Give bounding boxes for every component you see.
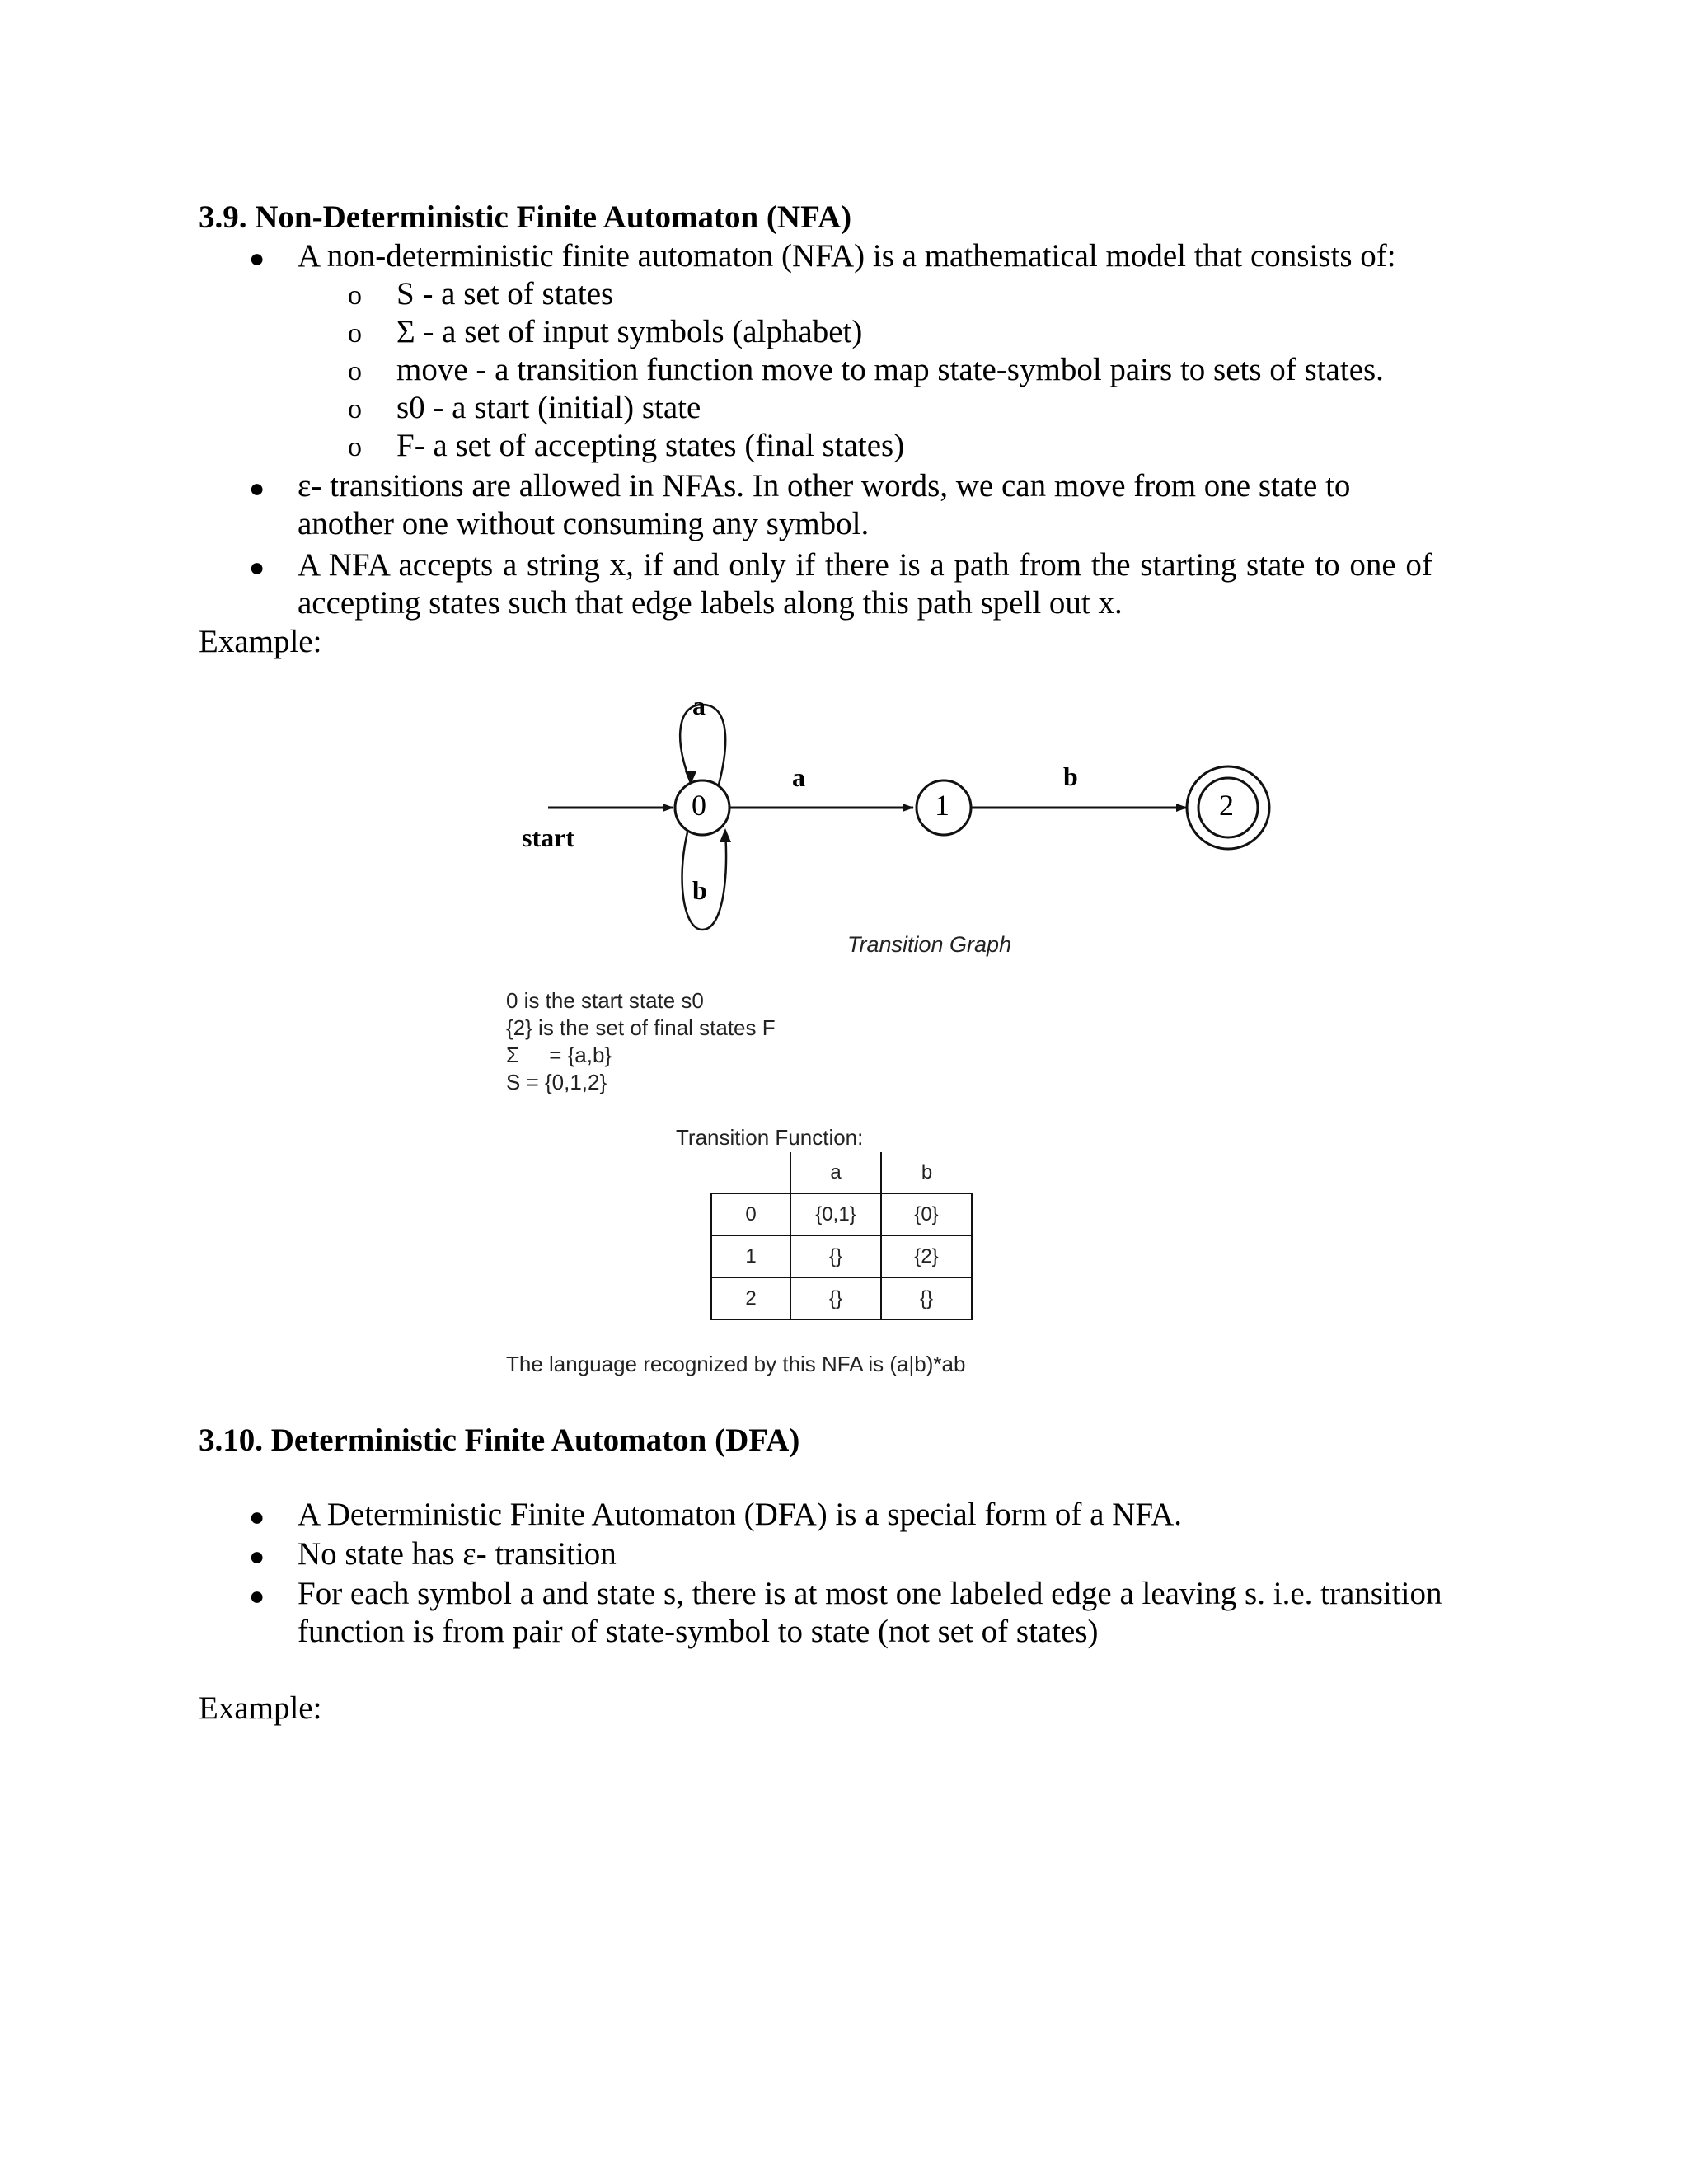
sub-bullet-marker: o bbox=[348, 318, 362, 349]
table-row-header: 0 bbox=[711, 1193, 790, 1235]
fact-alphabet: Σ = {a,b} bbox=[506, 1043, 612, 1067]
loop-label-b: b bbox=[692, 875, 707, 905]
table-header-row bbox=[711, 1152, 972, 1193]
table-row-header: 2 bbox=[711, 1277, 790, 1319]
nfa-bullet-3: A NFA accepts a string x, if and only if there is a path from the starting state to one of bbox=[298, 547, 1432, 583]
bullet-marker: ● bbox=[249, 1541, 265, 1571]
nfa-bullet-2-cont: another one without consuming any symbol. bbox=[298, 506, 870, 541]
sub-bullet-states: S - a set of states bbox=[396, 276, 614, 312]
sub-bullet-start-state: s0 - a start (initial) state bbox=[396, 390, 701, 425]
bullet-marker: ● bbox=[249, 1581, 265, 1610]
state-1-label: 1 bbox=[935, 789, 950, 822]
transition-table bbox=[710, 1152, 973, 1320]
fact-start-state: 0 is the start state s0 bbox=[506, 988, 704, 1013]
sub-bullet-marker: o bbox=[348, 356, 362, 387]
dfa-bullet-1: A Deterministic Finite Automaton (DFA) is a special form of a NFA. bbox=[298, 1497, 1183, 1532]
start-label: start bbox=[522, 823, 574, 852]
dfa-bullet-3-cont: function is from pair of state-symbol to state (not set of states) bbox=[298, 1614, 1099, 1649]
sub-bullet-marker: o bbox=[348, 280, 362, 311]
table-cell: {0} bbox=[881, 1193, 972, 1235]
bullet-marker: ● bbox=[249, 473, 265, 503]
dfa-bullet-3: For each symbol a and state s, there is at most one labeled edge a leaving s. i.e. transition bbox=[298, 1576, 1442, 1611]
nfa-bullet-1: A non-deterministic finite automaton (NFA) is a mathematical model that consists of: bbox=[298, 238, 1396, 274]
table-cell: {} bbox=[881, 1277, 972, 1319]
nfa-bullet-3-cont: accepting states such that edge labels along this path spell out x. bbox=[298, 585, 1123, 621]
sub-bullet-marker: o bbox=[348, 432, 362, 462]
bullet-marker: ● bbox=[249, 243, 265, 273]
table-cell: {} bbox=[790, 1277, 881, 1319]
edge-1-2-label: b bbox=[1063, 762, 1078, 791]
table-row bbox=[711, 1235, 972, 1277]
table-row bbox=[711, 1277, 972, 1319]
transition-graph bbox=[0, 0, 1688, 989]
table-corner-cell bbox=[711, 1152, 790, 1193]
state-0-label: 0 bbox=[692, 789, 706, 822]
table-col-header: b bbox=[881, 1152, 972, 1193]
fact-final-states: {2} is the set of final states F bbox=[506, 1015, 776, 1040]
sub-bullet-alphabet: Σ - a set of input symbols (alphabet) bbox=[396, 314, 863, 349]
edge-0-1-label: a bbox=[792, 762, 805, 792]
self-loop-b-arrowhead bbox=[720, 828, 731, 842]
language-statement: The language recognized by this NFA is (a|b)*ab bbox=[506, 1352, 966, 1376]
sub-bullet-marker: o bbox=[348, 394, 362, 424]
dfa-heading: 3.10. Deterministic Finite Automaton (DFA) bbox=[199, 1422, 800, 1458]
sub-bullet-move: move - a transition function move to map state-symbol pairs to sets of states. bbox=[396, 352, 1384, 387]
bullet-marker: ● bbox=[249, 1502, 265, 1531]
table-row bbox=[711, 1193, 972, 1235]
nfa-heading: 3.9. Non-Deterministic Finite Automaton (NFA) bbox=[199, 199, 852, 235]
nfa-example-label: Example: bbox=[199, 624, 322, 659]
loop-label-a: a bbox=[692, 691, 706, 720]
table-title: Transition Function: bbox=[676, 1125, 864, 1150]
table-col-header: a bbox=[790, 1152, 881, 1193]
bullet-marker: ● bbox=[249, 552, 265, 582]
nfa-bullet-2: ε- transitions are allowed in NFAs. In other words, we can move from one state to bbox=[298, 468, 1351, 504]
dfa-bullet-2: No state has ε- transition bbox=[298, 1536, 617, 1572]
graph-caption: Transition Graph bbox=[847, 932, 1012, 957]
table-cell: {} bbox=[790, 1235, 881, 1277]
sub-bullet-accepting: F- a set of accepting states (final states) bbox=[396, 428, 905, 463]
dfa-example-label: Example: bbox=[199, 1690, 322, 1726]
table-cell: {2} bbox=[881, 1235, 972, 1277]
state-2-label: 2 bbox=[1219, 789, 1234, 822]
table-cell: {0,1} bbox=[790, 1193, 881, 1235]
fact-state-set: S = {0,1,2} bbox=[506, 1070, 607, 1094]
table-row-header: 1 bbox=[711, 1235, 790, 1277]
